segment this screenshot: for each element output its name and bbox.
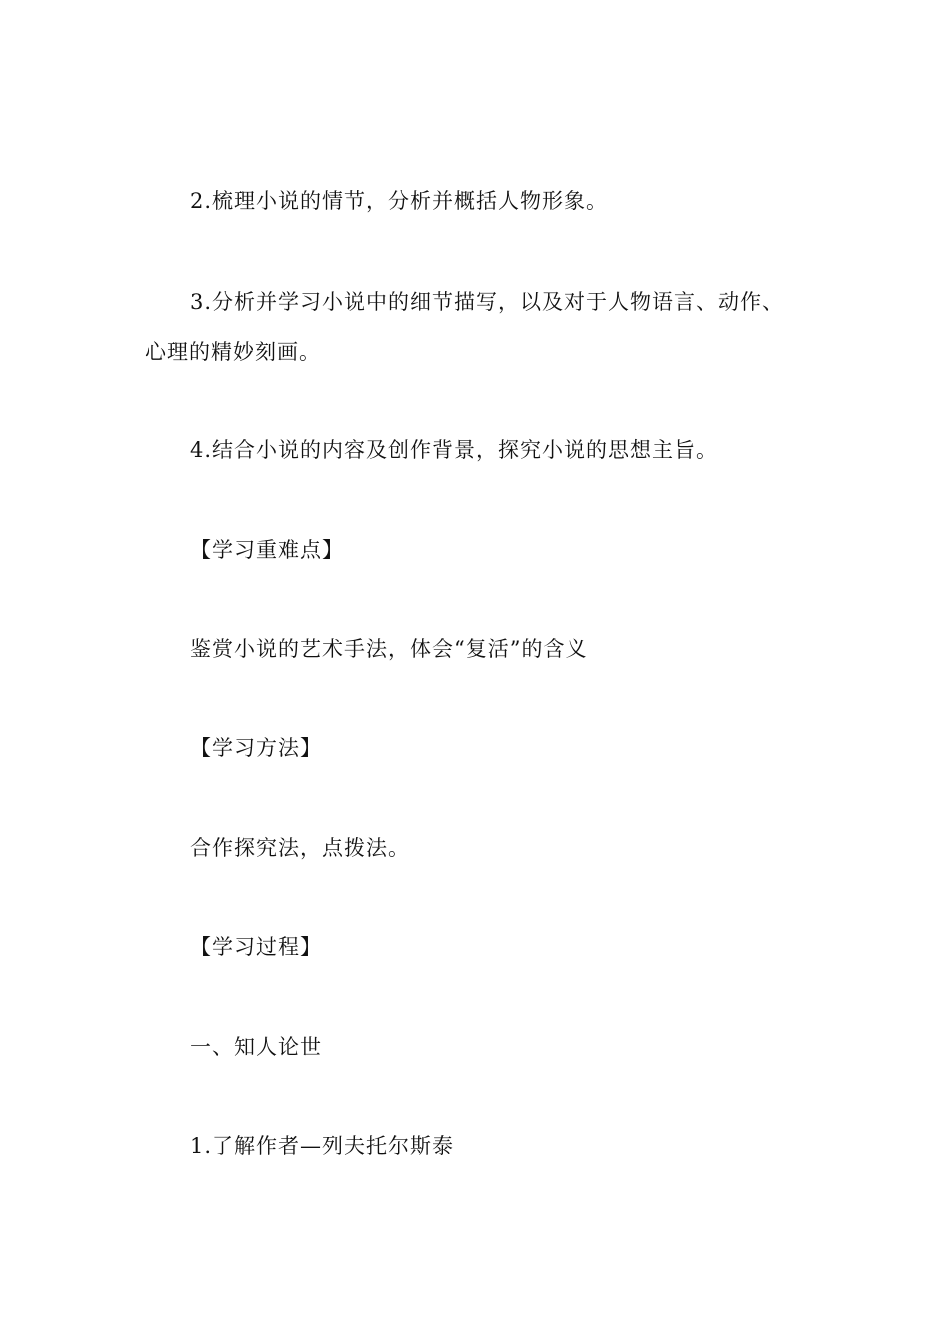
key-points-heading: 【学习重难点】 xyxy=(190,538,344,562)
objective-item-3-line-2: 心理的精妙刻画。 xyxy=(145,340,321,364)
process-item-1: 1.了解作者—列夫托尔斯泰 xyxy=(190,1134,455,1158)
methods-heading: 【学习方法】 xyxy=(190,736,322,760)
section-heading-1: 一、知人论世 xyxy=(190,1035,322,1059)
key-points-text: 鉴赏小说的艺术手法，体会“复活”的含义 xyxy=(190,637,588,661)
objective-item-3-line-1: 3.分析并学习小说中的细节描写，以及对于人物语言、动作、 xyxy=(190,290,785,314)
objective-item-4: 4.结合小说的内容及创作背景，探究小说的思想主旨。 xyxy=(190,438,719,462)
process-heading: 【学习过程】 xyxy=(190,935,322,959)
objective-item-2: 2.梳理小说的情节，分析并概括人物形象。 xyxy=(190,189,609,213)
methods-text: 合作探究法，点拨法。 xyxy=(190,836,410,860)
